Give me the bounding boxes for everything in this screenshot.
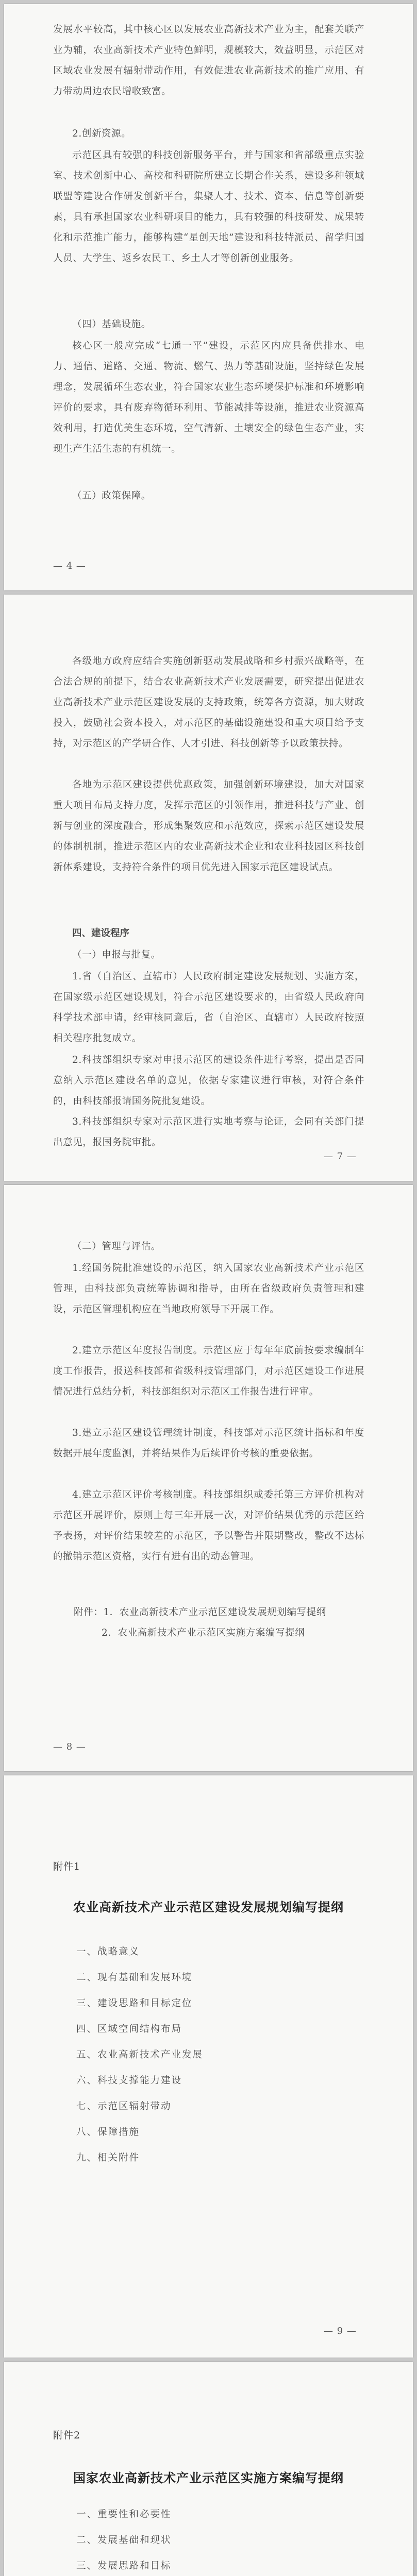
paragraph: 1.省（自治区、直辖市）人民政府制定建设发展规划、实施方案，在国家级示范区建设规划，符合示范区建设要求的，由省级人民政府向科学技术部申请，经审核同意后，省（自治区、直辖市）人民政府按照相关程序批复成立。: [53, 971, 364, 1044]
attachment-title: 1．农业高新技术产业示范区建设发展规划编写提纲: [103, 1607, 326, 1618]
paragraph: （一）申报与批复。: [72, 950, 161, 960]
annex-title: 国家农业高新技术产业示范区实施方案编写提纲: [73, 2471, 344, 2485]
paragraph: 3.建立示范区建设管理统计制度，科技部对示范区统计指标和年度数据开展年度监测，并将结果作为后续评价考核的重要依据。: [53, 1428, 364, 1459]
paragraph: （四）基础设施。: [72, 319, 151, 330]
outline-item: 七、示范区辐射带动: [76, 2101, 172, 2112]
document-page-7: [4, 595, 413, 1181]
outline-item: 三、建设思路和目标定位: [76, 1998, 193, 2009]
document-page-10: [4, 2362, 413, 2576]
outline-item: 一、战略意义: [76, 1946, 140, 1957]
page-number: — 4 —: [53, 561, 86, 571]
outline-item: 八、保障措施: [76, 2127, 140, 2138]
paragraph: 发展水平较高，其中核心区以发展农业高新技术产业为主，配套关联产业为辅，农业高新技术产业特色鲜明，规模较大，效益明显，示范区对区域农业发展有辐射带动作用，有效促进农业高新技术的推广应用、有力带动周边农民增收致富。: [53, 24, 364, 97]
outline-item: 四、区域空间结构布局: [76, 2024, 182, 2035]
outline-list: [76, 1939, 203, 2171]
paragraph: 示范区具有较强的科技创新服务平台，并与国家和省部级重点实验室、技术创新中心、高校和科研院所建立长期合作关系，建设多种领域联盟等建设合作研发创新平台，集聚人才、技术、资本、信息等创新要素，具有承担国家农业科研项目的能力，具有较强的科技研发、成果转化和示范推广能力，能够构建“星创天地”建设和科技特派员、留学归国人员、大学生、返乡农民工、乡土人才等创新创业服务。: [53, 150, 364, 264]
page-number: — 7 —: [324, 1151, 357, 1162]
outline-list: [76, 2502, 172, 2576]
outline-item: 二、发展基础和现状: [76, 2535, 172, 2546]
paragraph: 2.创新资源。: [72, 128, 131, 139]
attachment-item: 2．农业高新技术产业示范区实施方案编写提纲: [102, 1628, 305, 1638]
annex-label: 附件2: [53, 2430, 81, 2441]
annex-title: 农业高新技术产业示范区建设发展规划编写提纲: [73, 1900, 344, 1914]
outline-item: 六、科技支撑能力建设: [76, 2075, 182, 2086]
attachments-label: 附件：: [74, 1607, 104, 1618]
paragraph: 各级地方政府应结合实施创新驱动发展战略和乡村振兴战略等，在合法合规的前提下，结合农业高新技术产业发展需要，研究提出促进农业高新技术产业示范区建设发展的支持政策，统筹各方资源，加大财政投入，鼓励社会资本投入，对示范区的基础设施建设和重大项目给予支持，对示范区的产学研合作、人才引进、科技创新等予以政策扶持。: [53, 656, 364, 749]
attachment-item: [74, 1602, 326, 1623]
attachments-list: [74, 1602, 326, 1643]
paragraph: 各地为示范区建设提供优惠政策，加强创新环境建设，加大对国家重大项目布局支持力度，发挥示范区的引领作用，推进科技与产业、创新与创业的深度融合，形成集聚效应和示范效应，探索示范区建设发展的体制机制，推进示范区内的农业高新技术企业和农业科技园区科技创新体系建设，支持符合条件的项目优先进入国家示范区建设试点。: [53, 779, 364, 873]
document-page-8: [4, 1185, 413, 1771]
paragraph: 2.建立示范区年度报告制度。示范区应于每年年底前按要求编制年度工作报告，报送科技部和省级科技管理部门，对示范区建设工作进展情况进行总结分析，科技部组织对示范区工作报告进行评审。: [53, 1345, 364, 1397]
document-page-9: [4, 1775, 413, 2358]
paragraph: 核心区一般应完成“七通一平”建设，示范区内应具备供排水、电力、通信、道路、交通、物流、燃气、热力等基础设施，坚持绿色发展理念，发展循环生态农业，符合国家农业生态环境保护标准和环境影响评价的要求，具有废弃物循环利用、节能减排等设施，推进农业资源高效利用，打造优美生态环境，空气清新、土壤安全的绿色生态产业，实现生产生活生态的有机统一。: [53, 341, 364, 454]
paragraph: 2.科技部组织专家对申报示范区的建设条件进行考察，提出是否同意纳入示范区建设名单的意见，依据专家建议进行审核，对符合条件的，由科技部报请国务院批复建设。: [53, 1055, 364, 1107]
outline-item: 三、发展思路和目标: [76, 2561, 172, 2571]
paragraph: 4.建立示范区评价考核制度。科技部组织或委托第三方评价机构对示范区开展评价，原则上每三年开展一次，对评价结果优秀的示范区给予表扬，对评价结果较差的示范区，予以警告并限期整改，整改不达标的撤销示范区资格，实行有进有出的动态管理。: [53, 1489, 364, 1562]
paragraph: （五）政策保障。: [72, 490, 151, 501]
document-page-4: [4, 4, 413, 590]
paragraph: 3.科技部组织专家对示范区进行实地考察与论证，会同有关部门提出意见，报国务院审批。: [53, 1116, 364, 1148]
paragraph: （二）管理与评估。: [72, 1241, 161, 1252]
annex-label: 附件1: [53, 1861, 81, 1872]
outline-item: 九、相关附件: [76, 2153, 140, 2163]
outline-item: 二、现有基础和发展环境: [76, 1972, 193, 1983]
page-number: — 8 —: [53, 1741, 86, 1752]
outline-item: 一、重要性和必要性: [76, 2509, 172, 2520]
page-number: — 9 —: [324, 2326, 357, 2336]
outline-item: 五、农业高新技术产业发展: [76, 2049, 204, 2060]
section-heading: 四、建设程序: [72, 928, 130, 939]
paragraph: 1.经国务院批准建设的示范区，纳入国家农业高新技术产业示范区管理，由科技部负责统筹协调和指导，由所在省级政府负责管理和建设，示范区管理机构应在当地政府领导下开展工作。: [53, 1263, 364, 1315]
